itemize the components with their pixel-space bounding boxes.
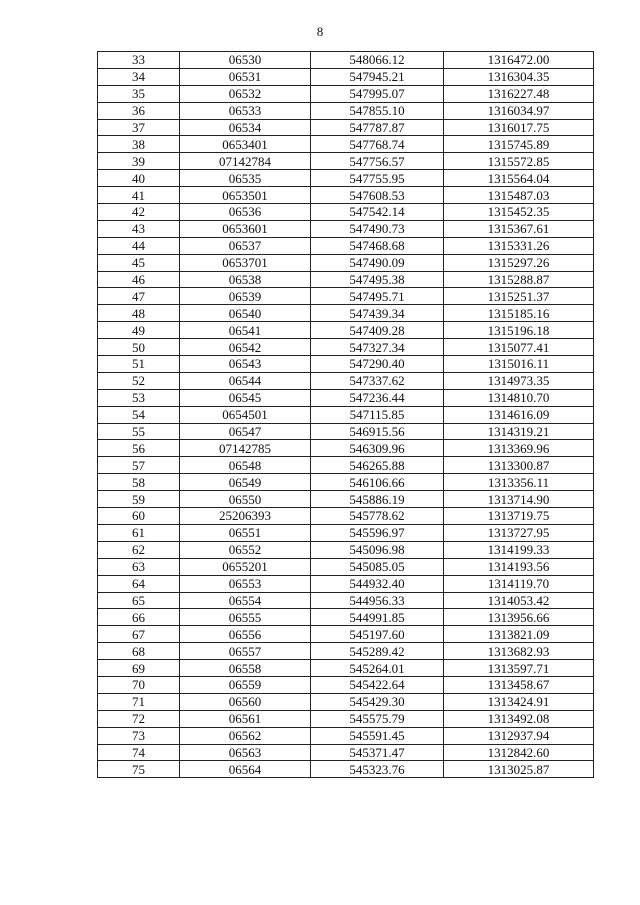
x-coordinate-cell: 545596.97	[311, 524, 444, 541]
y-coordinate-cell: 1313821.09	[444, 626, 594, 643]
row-number-cell: 70	[98, 676, 180, 693]
row-number-cell: 42	[98, 204, 180, 221]
point-id-cell: 06555	[180, 609, 311, 626]
point-id-cell: 06548	[180, 457, 311, 474]
x-coordinate-cell: 545289.42	[311, 643, 444, 660]
point-id-cell: 06545	[180, 389, 311, 406]
x-coordinate-cell: 546309.96	[311, 440, 444, 457]
row-number-cell: 61	[98, 524, 180, 541]
y-coordinate-cell: 1313597.71	[444, 660, 594, 677]
y-coordinate-cell: 1314810.70	[444, 389, 594, 406]
table-row	[98, 85, 594, 102]
table-row	[98, 761, 594, 778]
x-coordinate-cell: 546265.88	[311, 457, 444, 474]
y-coordinate-cell: 1313356.11	[444, 474, 594, 491]
y-coordinate-cell: 1313025.87	[444, 761, 594, 778]
table-row	[98, 457, 594, 474]
row-number-cell: 37	[98, 119, 180, 136]
x-coordinate-cell: 547755.95	[311, 170, 444, 187]
x-coordinate-cell: 546106.66	[311, 474, 444, 491]
point-id-cell: 06554	[180, 592, 311, 609]
x-coordinate-cell: 547945.21	[311, 68, 444, 85]
table-row	[98, 575, 594, 592]
y-coordinate-cell: 1315487.03	[444, 187, 594, 204]
table-row	[98, 440, 594, 457]
x-coordinate-cell: 547855.10	[311, 102, 444, 119]
point-id-cell: 06556	[180, 626, 311, 643]
table-row	[98, 119, 594, 136]
row-number-cell: 60	[98, 508, 180, 525]
y-coordinate-cell: 1316034.97	[444, 102, 594, 119]
row-number-cell: 50	[98, 339, 180, 356]
row-number-cell: 35	[98, 85, 180, 102]
table-row	[98, 356, 594, 373]
point-id-cell: 06551	[180, 524, 311, 541]
y-coordinate-cell: 1315288.87	[444, 271, 594, 288]
point-id-cell: 06560	[180, 693, 311, 710]
y-coordinate-cell: 1315452.35	[444, 204, 594, 221]
row-number-cell: 69	[98, 660, 180, 677]
y-coordinate-cell: 1315016.11	[444, 356, 594, 373]
point-id-cell: 06531	[180, 68, 311, 85]
point-id-cell: 06542	[180, 339, 311, 356]
row-number-cell: 38	[98, 136, 180, 153]
x-coordinate-cell: 545575.79	[311, 710, 444, 727]
x-coordinate-cell: 547290.40	[311, 356, 444, 373]
row-number-cell: 66	[98, 609, 180, 626]
table-row	[98, 406, 594, 423]
x-coordinate-cell: 545197.60	[311, 626, 444, 643]
x-coordinate-cell: 545264.01	[311, 660, 444, 677]
y-coordinate-cell: 1315572.85	[444, 153, 594, 170]
y-coordinate-cell: 1314053.42	[444, 592, 594, 609]
table-row	[98, 609, 594, 626]
x-coordinate-cell: 547337.62	[311, 372, 444, 389]
table-row	[98, 474, 594, 491]
table-row	[98, 305, 594, 322]
y-coordinate-cell: 1313458.67	[444, 676, 594, 693]
table-row	[98, 271, 594, 288]
table-row	[98, 558, 594, 575]
row-number-cell: 33	[98, 52, 180, 69]
y-coordinate-cell: 1313727.95	[444, 524, 594, 541]
table-row	[98, 204, 594, 221]
x-coordinate-cell: 547490.09	[311, 254, 444, 271]
table-row	[98, 524, 594, 541]
y-coordinate-cell: 1313492.08	[444, 710, 594, 727]
row-number-cell: 58	[98, 474, 180, 491]
point-id-cell: 06559	[180, 676, 311, 693]
table-row	[98, 727, 594, 744]
point-id-cell: 06537	[180, 237, 311, 254]
row-number-cell: 75	[98, 761, 180, 778]
table-row	[98, 237, 594, 254]
row-number-cell: 45	[98, 254, 180, 271]
y-coordinate-cell: 1314199.33	[444, 541, 594, 558]
coordinates-table	[97, 51, 594, 778]
row-number-cell: 57	[98, 457, 180, 474]
x-coordinate-cell: 545422.64	[311, 676, 444, 693]
point-id-cell: 06536	[180, 204, 311, 221]
point-id-cell: 06539	[180, 288, 311, 305]
x-coordinate-cell: 544932.40	[311, 575, 444, 592]
row-number-cell: 72	[98, 710, 180, 727]
table-row	[98, 136, 594, 153]
row-number-cell: 39	[98, 153, 180, 170]
y-coordinate-cell: 1316017.75	[444, 119, 594, 136]
point-id-cell: 06543	[180, 356, 311, 373]
row-number-cell: 46	[98, 271, 180, 288]
row-number-cell: 55	[98, 423, 180, 440]
x-coordinate-cell: 547756.57	[311, 153, 444, 170]
table-row	[98, 288, 594, 305]
row-number-cell: 43	[98, 220, 180, 237]
y-coordinate-cell: 1313714.90	[444, 491, 594, 508]
table-row	[98, 693, 594, 710]
table-row	[98, 339, 594, 356]
table-row	[98, 102, 594, 119]
point-id-cell: 06534	[180, 119, 311, 136]
y-coordinate-cell: 1315077.41	[444, 339, 594, 356]
row-number-cell: 52	[98, 372, 180, 389]
y-coordinate-cell: 1314119.70	[444, 575, 594, 592]
y-coordinate-cell: 1315331.26	[444, 237, 594, 254]
x-coordinate-cell: 545778.62	[311, 508, 444, 525]
row-number-cell: 67	[98, 626, 180, 643]
x-coordinate-cell: 546915.56	[311, 423, 444, 440]
point-id-cell: 06544	[180, 372, 311, 389]
y-coordinate-cell: 1315564.04	[444, 170, 594, 187]
y-coordinate-cell: 1315185.16	[444, 305, 594, 322]
point-id-cell: 06530	[180, 52, 311, 69]
point-id-cell: 06533	[180, 102, 311, 119]
table-row	[98, 153, 594, 170]
table-row	[98, 68, 594, 85]
table-body	[98, 52, 594, 778]
y-coordinate-cell: 1313682.93	[444, 643, 594, 660]
row-number-cell: 63	[98, 558, 180, 575]
x-coordinate-cell: 545085.05	[311, 558, 444, 575]
y-coordinate-cell: 1313300.87	[444, 457, 594, 474]
x-coordinate-cell: 547787.87	[311, 119, 444, 136]
y-coordinate-cell: 1315196.18	[444, 322, 594, 339]
point-id-cell: 06550	[180, 491, 311, 508]
x-coordinate-cell: 545886.19	[311, 491, 444, 508]
point-id-cell: 06540	[180, 305, 311, 322]
point-id-cell: 06557	[180, 643, 311, 660]
table-row	[98, 372, 594, 389]
point-id-cell: 06552	[180, 541, 311, 558]
y-coordinate-cell: 1315367.61	[444, 220, 594, 237]
table-row	[98, 626, 594, 643]
x-coordinate-cell: 548066.12	[311, 52, 444, 69]
y-coordinate-cell: 1313719.75	[444, 508, 594, 525]
y-coordinate-cell: 1315745.89	[444, 136, 594, 153]
y-coordinate-cell: 1313424.91	[444, 693, 594, 710]
x-coordinate-cell: 544956.33	[311, 592, 444, 609]
table-row	[98, 187, 594, 204]
point-id-cell: 06562	[180, 727, 311, 744]
y-coordinate-cell: 1313369.96	[444, 440, 594, 457]
table-row	[98, 170, 594, 187]
point-id-cell: 06547	[180, 423, 311, 440]
row-number-cell: 53	[98, 389, 180, 406]
x-coordinate-cell: 547115.85	[311, 406, 444, 423]
x-coordinate-cell: 547327.34	[311, 339, 444, 356]
y-coordinate-cell: 1316304.35	[444, 68, 594, 85]
y-coordinate-cell: 1313956.66	[444, 609, 594, 626]
row-number-cell: 73	[98, 727, 180, 744]
point-id-cell: 06541	[180, 322, 311, 339]
row-number-cell: 34	[98, 68, 180, 85]
point-id-cell: 06558	[180, 660, 311, 677]
point-id-cell: 06563	[180, 744, 311, 761]
table-row	[98, 423, 594, 440]
point-id-cell: 06553	[180, 575, 311, 592]
y-coordinate-cell: 1312842.60	[444, 744, 594, 761]
y-coordinate-cell: 1314973.35	[444, 372, 594, 389]
x-coordinate-cell: 545323.76	[311, 761, 444, 778]
row-number-cell: 36	[98, 102, 180, 119]
point-id-cell: 0654501	[180, 406, 311, 423]
point-id-cell: 0653401	[180, 136, 311, 153]
row-number-cell: 41	[98, 187, 180, 204]
x-coordinate-cell: 544991.85	[311, 609, 444, 626]
x-coordinate-cell: 547995.07	[311, 85, 444, 102]
point-id-cell: 0653601	[180, 220, 311, 237]
x-coordinate-cell: 547439.34	[311, 305, 444, 322]
table-row	[98, 592, 594, 609]
y-coordinate-cell: 1314193.56	[444, 558, 594, 575]
point-id-cell: 06532	[180, 85, 311, 102]
point-id-cell: 07142785	[180, 440, 311, 457]
point-id-cell: 06549	[180, 474, 311, 491]
row-number-cell: 40	[98, 170, 180, 187]
point-id-cell: 07142784	[180, 153, 311, 170]
point-id-cell: 06564	[180, 761, 311, 778]
row-number-cell: 54	[98, 406, 180, 423]
row-number-cell: 65	[98, 592, 180, 609]
x-coordinate-cell: 545096.98	[311, 541, 444, 558]
row-number-cell: 74	[98, 744, 180, 761]
y-coordinate-cell: 1316472.00	[444, 52, 594, 69]
table-row	[98, 660, 594, 677]
row-number-cell: 47	[98, 288, 180, 305]
row-number-cell: 44	[98, 237, 180, 254]
row-number-cell: 71	[98, 693, 180, 710]
table-row	[98, 52, 594, 69]
page-number: 8	[316, 24, 324, 39]
x-coordinate-cell: 547236.44	[311, 389, 444, 406]
row-number-cell: 49	[98, 322, 180, 339]
row-number-cell: 51	[98, 356, 180, 373]
x-coordinate-cell: 547495.71	[311, 288, 444, 305]
x-coordinate-cell: 547608.53	[311, 187, 444, 204]
table-row	[98, 254, 594, 271]
x-coordinate-cell: 545429.30	[311, 693, 444, 710]
y-coordinate-cell: 1312937.94	[444, 727, 594, 744]
point-id-cell: 0655201	[180, 558, 311, 575]
table-row	[98, 491, 594, 508]
row-number-cell: 68	[98, 643, 180, 660]
y-coordinate-cell: 1315297.26	[444, 254, 594, 271]
table-row	[98, 744, 594, 761]
row-number-cell: 56	[98, 440, 180, 457]
row-number-cell: 59	[98, 491, 180, 508]
table-row	[98, 322, 594, 339]
x-coordinate-cell: 545591.45	[311, 727, 444, 744]
y-coordinate-cell: 1316227.48	[444, 85, 594, 102]
y-coordinate-cell: 1315251.37	[444, 288, 594, 305]
table-row	[98, 541, 594, 558]
x-coordinate-cell: 545371.47	[311, 744, 444, 761]
table-row	[98, 508, 594, 525]
table-row	[98, 389, 594, 406]
row-number-cell: 62	[98, 541, 180, 558]
x-coordinate-cell: 547490.73	[311, 220, 444, 237]
table-row	[98, 676, 594, 693]
x-coordinate-cell: 547768.74	[311, 136, 444, 153]
x-coordinate-cell: 547409.28	[311, 322, 444, 339]
row-number-cell: 64	[98, 575, 180, 592]
y-coordinate-cell: 1314616.09	[444, 406, 594, 423]
table-row	[98, 710, 594, 727]
x-coordinate-cell: 547468.68	[311, 237, 444, 254]
y-coordinate-cell: 1314319.21	[444, 423, 594, 440]
table-row	[98, 643, 594, 660]
point-id-cell: 06535	[180, 170, 311, 187]
row-number-cell: 48	[98, 305, 180, 322]
x-coordinate-cell: 547495.38	[311, 271, 444, 288]
x-coordinate-cell: 547542.14	[311, 204, 444, 221]
point-id-cell: 0653701	[180, 254, 311, 271]
point-id-cell: 06538	[180, 271, 311, 288]
point-id-cell: 25206393	[180, 508, 311, 525]
point-id-cell: 0653501	[180, 187, 311, 204]
table-row	[98, 220, 594, 237]
point-id-cell: 06561	[180, 710, 311, 727]
